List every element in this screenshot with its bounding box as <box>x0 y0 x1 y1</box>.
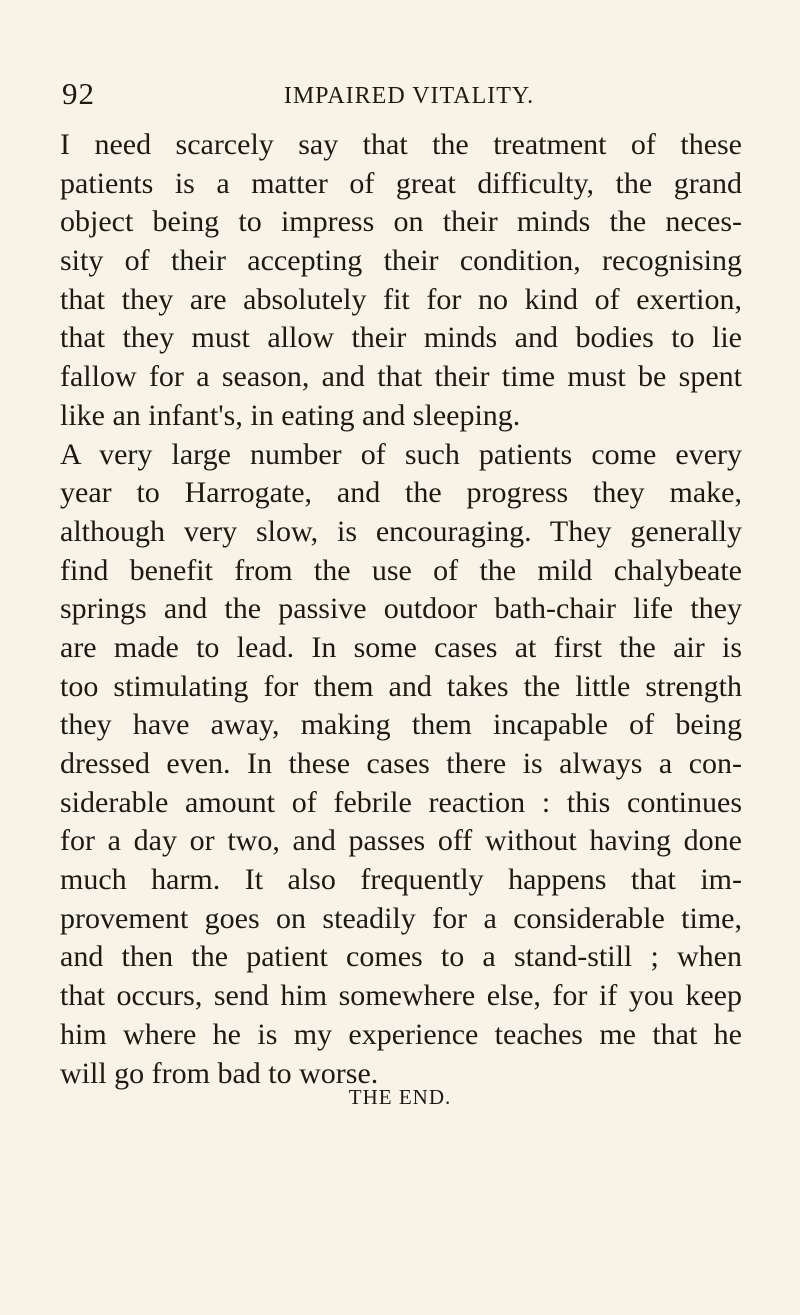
text-line: that they are absolutely fit for no kind of exertion, <box>60 282 742 316</box>
text-line: that occurs, send him somewhere else, for if you keep <box>60 979 742 1013</box>
text-line: although very slow, is encouraging. They generally <box>60 514 742 548</box>
text-line: I need scarcely say that the treatment of these <box>60 128 742 161</box>
body-text <box>60 126 742 1093</box>
text-line: too stimulating for them and takes the little strength <box>60 669 742 703</box>
text-line: sity of their accepting their condition, recognising <box>60 244 742 278</box>
text-line: A very large number of such patients come every <box>60 437 742 471</box>
text-line: provement goes on steadily for a considerable time, <box>60 901 742 935</box>
text-line: dressed even. In these cases there is always a con- <box>60 747 742 780</box>
end-mark: THE END. <box>348 1085 452 1109</box>
text-line: him where he is my experience teaches me that he <box>60 1017 742 1051</box>
text-line: are made to lead. In some cases at first the air is <box>60 630 742 664</box>
text-line: find benefit from the use of the mild chalybeate <box>60 553 742 587</box>
text-line: object being to impress on their minds the neces- <box>60 205 742 239</box>
text-line: fallow for a season, and that their time must be spent <box>60 360 742 394</box>
text-line: and then the patient comes to a stand-still ; when <box>60 940 742 974</box>
text-line: siderable amount of febrile reaction : this continues <box>60 785 742 819</box>
text-line: will go from bad to worse. <box>60 1056 379 1090</box>
running-title: IMPAIRED VITALITY. <box>283 83 535 109</box>
page-number: 92 <box>62 76 95 111</box>
text-line: like an infant's, in eating and sleeping. <box>60 398 521 432</box>
text-line: much harm. It also frequently happens that im- <box>60 863 742 897</box>
text-line: springs and the passive outdoor bath-chair life they <box>60 592 742 626</box>
text-line: for a day or two, and passes off without having done <box>60 824 742 858</box>
text-line: year to Harrogate, and the progress they make, <box>60 476 742 510</box>
text-line: they have away, making them incapable of being <box>60 708 742 742</box>
text-line: patients is a matter of great difficulty, the grand <box>60 166 742 200</box>
text-line: that they must allow their minds and bodies to lie <box>60 321 742 355</box>
